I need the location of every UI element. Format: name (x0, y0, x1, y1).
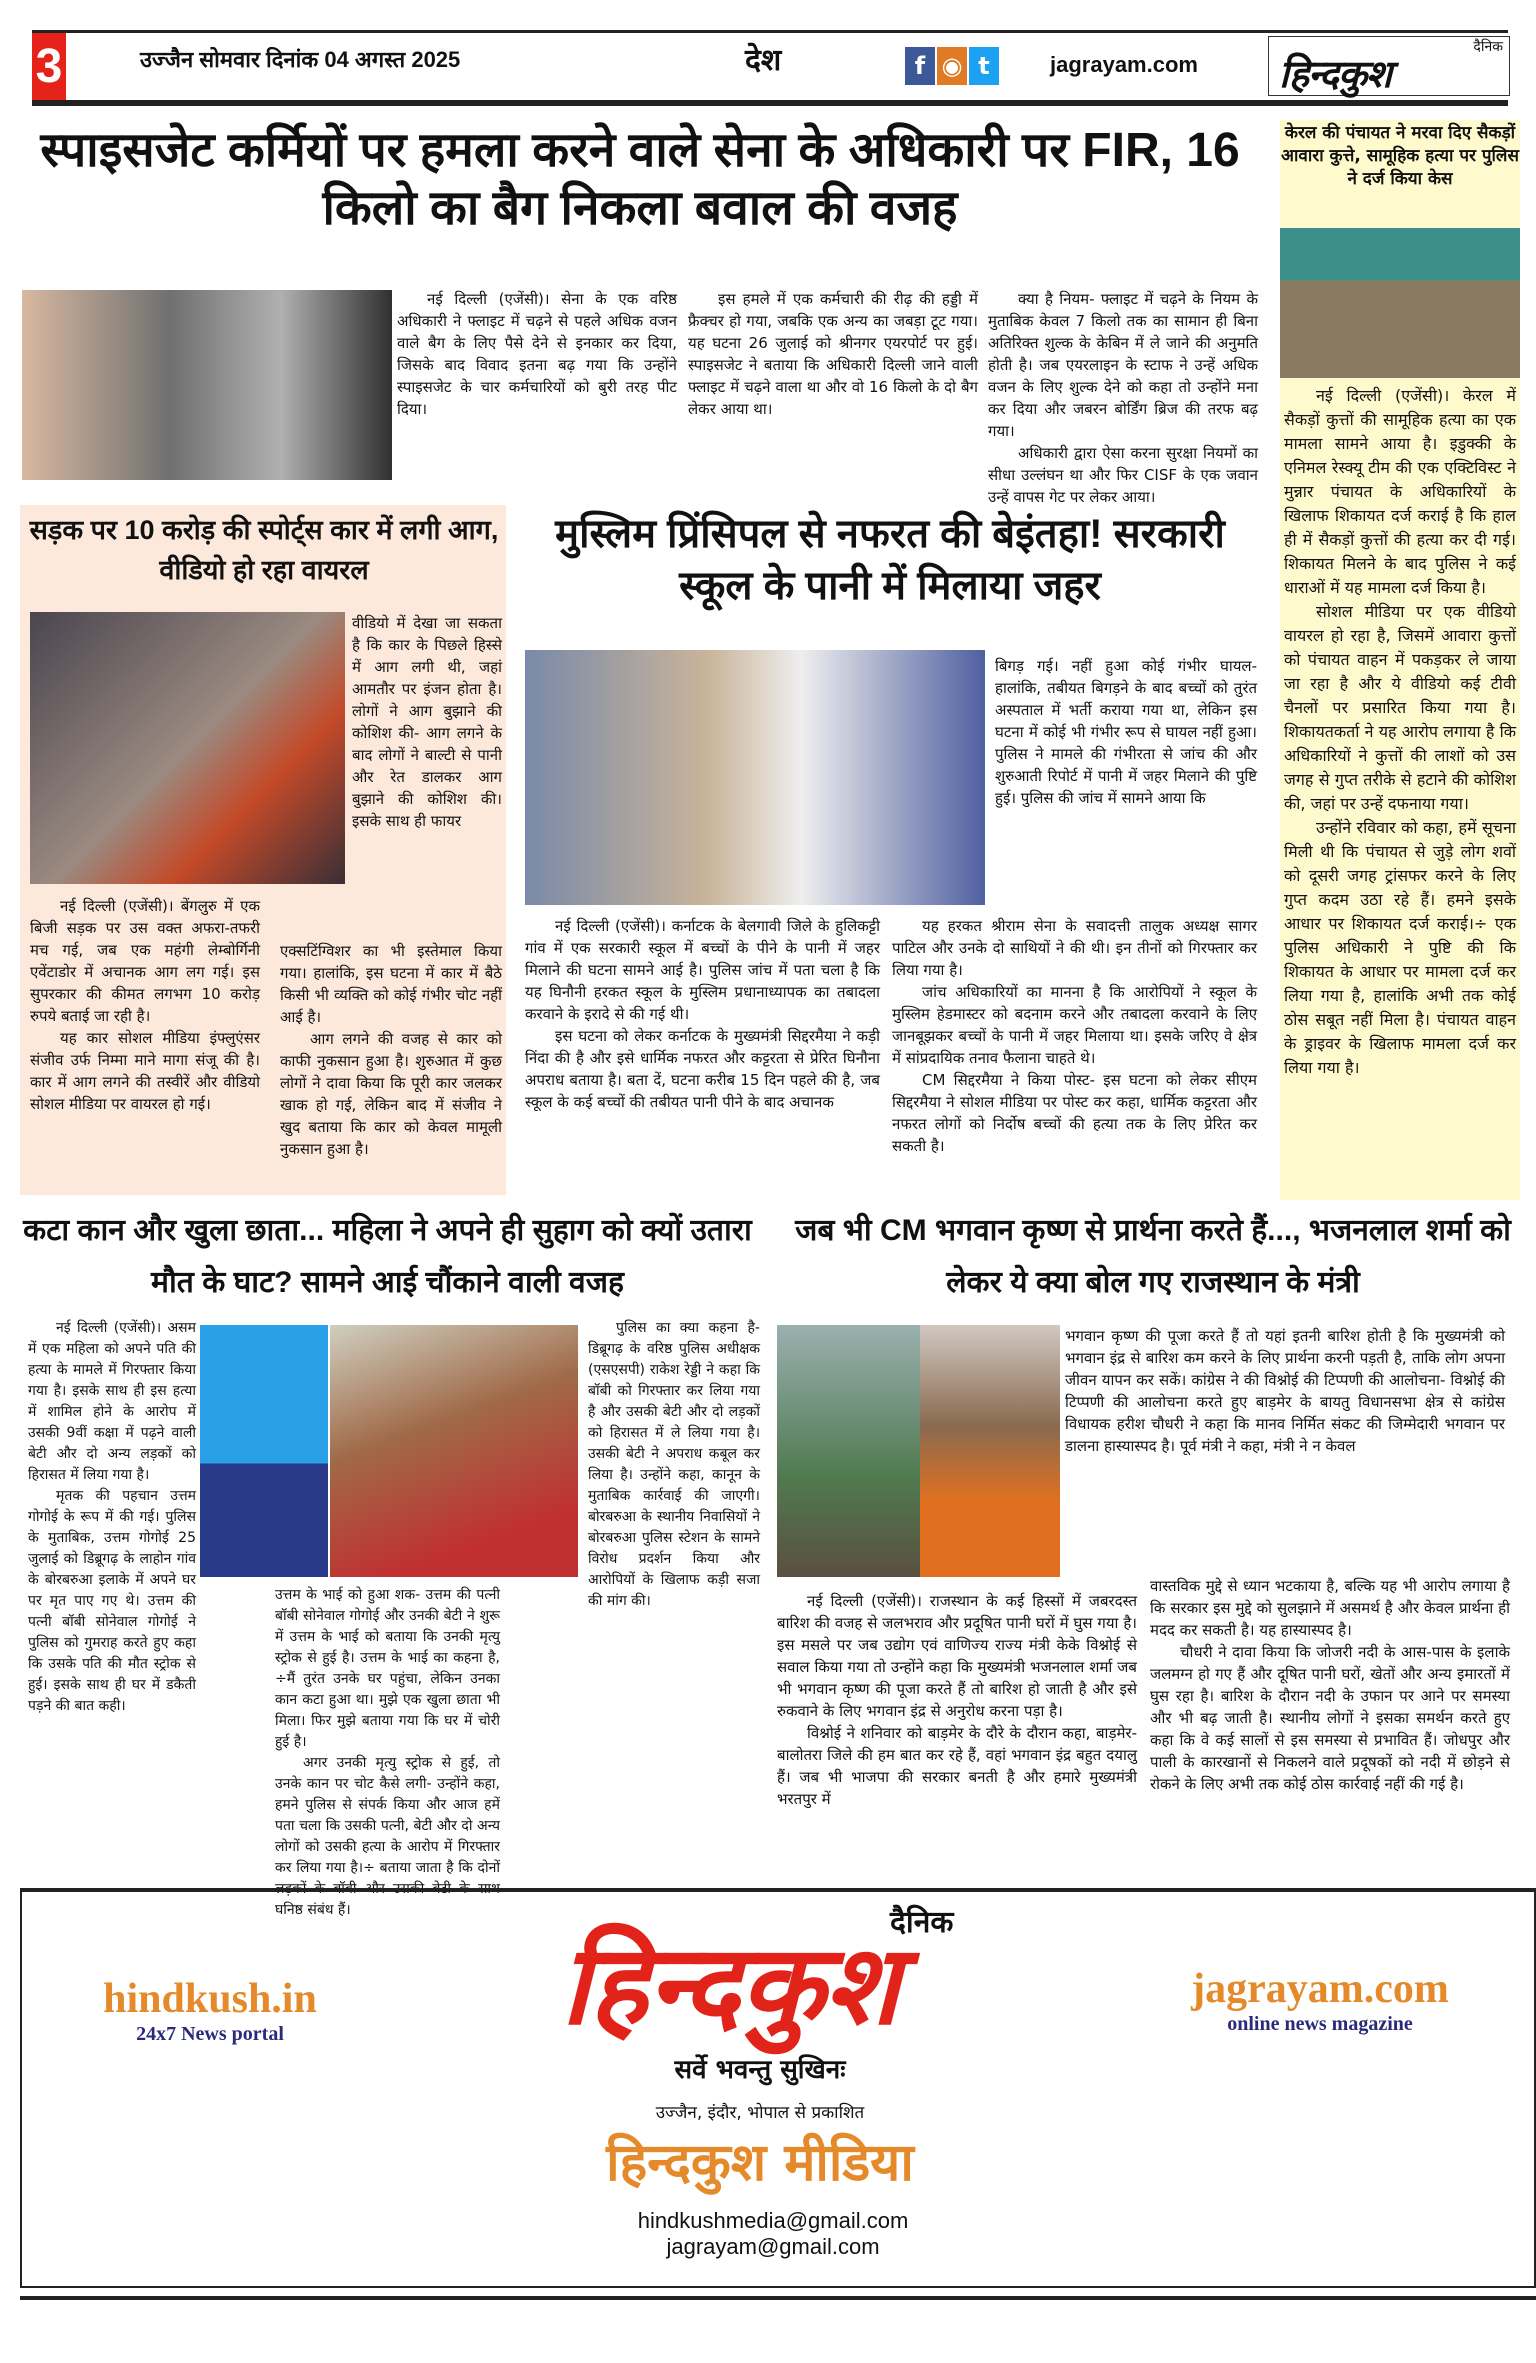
spicejet-headline: स्पाइसजेट कर्मियों पर हमला करने वाले सेना के अधिकारी पर FIR, 16 किलो का बैग निकला बवाल की वजह (40, 124, 1240, 235)
ad-media-name: हिन्दकुश मीडिया (606, 2133, 914, 2193)
spicejet-col-2 (688, 288, 978, 420)
paragraph: नई दिल्ली (एजेंसी)। कर्नाटक के बेलगावी जिले के हुलिकट्टी गांव में एक सरकारी स्कूल में बच्चों के पीने के पानी में जहर मिलाने की घटना सामने आई है। पुलिस जांच में पता चला है कि यह घिनौनी हरकत स्कूल के मुस्लिम प्रधानाध्यापक का तबादला करवाने के इरादे से की गई थी। (525, 917, 880, 1023)
minister-photo (920, 1325, 1060, 1577)
paragraph: चौधरी ने दावा किया कि जोजरी नदी के आस-पास के इलाके जलमग्न हो गए हैं और दूषित पानी घरों, खेतों और अन्य इमारतों में घुस रहा है। बारिश के दौरान नदी के उफान पर आने पर समस्या और भी बढ़ जाती है। स्थानीय लोगों ने इसका समर्थन करते हुए कहा कि वे कई सालों से इस समस्या से प्रभावित हैं। जोधपुर और पाली के कारखानों से निकलने वाले प्रदूषकों को नदी में छोड़ने से रोकने के लिए अभी तक कोई ठोस कार्रवाई नहीं की गई है। (1150, 1643, 1510, 1793)
logo-name: हिन्दकुश (1279, 52, 1391, 96)
kerala-dogs-photo (1280, 228, 1520, 378)
bottom-rule (20, 2296, 1536, 2300)
spicejet-photo (22, 290, 392, 480)
car-col-1 (30, 895, 260, 1115)
jagrayam-site-link[interactable]: jagrayam.com (1191, 1966, 1449, 2012)
paragraph: आग लगने की वजह से कार को काफी नुकसान हुआ है। शुरुआत में कुछ लोगों ने दावा किया कि पूरी कार जलकर खाक हो गई, लेकिन बाद में संजीव ने खुद बताया कि कार को केवल मामूली नुकसान हुआ है। (280, 1030, 502, 1158)
hindkush-tagline: 24x7 News portal (136, 2023, 284, 2045)
jagrayam-tagline: online news magazine (1227, 2013, 1413, 2035)
burning-car-photo (30, 612, 345, 884)
spicejet-col-1 (397, 288, 677, 420)
ad-motto: सर्वे भवन्तु सुखिनः (674, 2055, 846, 2085)
ad-published-from: उज्जैन, इंदौर, भोपाल से प्रकाशित (655, 2103, 865, 2123)
paragraph: इस घटना को लेकर कर्नाटक के मुख्यमंत्री सिद्दरमैया ने कड़ी निंदा की है और इसे धार्मिक नफरत और कट्टरता से प्रेरित घिनौना अपराध बताया है। बता दें, घटना करीब 15 दिन पहले की है, जब स्कूल के कई बच्चों की तबीयत पानी पीने के बाद अचानक (525, 1027, 880, 1111)
rss-icon[interactable]: ◉ (937, 47, 967, 85)
paragraph: नई दिल्ली (एजेंसी)। बेंगलुरु में एक बिजी सड़क पर उस वक्त अफरा-तफरी मच गई, जब एक महंगी लेम्बोर्गिनी एवेंटाडोर में अचानक आग लग गई। इस सुपरकार की कीमत लगभग 10 करोड़ रुपये बताई जा रही है। (30, 897, 260, 1025)
rajasthan-col-2 (1150, 1575, 1510, 1795)
paragraph: उत्तम के भाई को हुआ शक- उत्तम की पत्नी बॉबी सोनेवाल गोगोई और उनकी बेटी ने शुरू में उत्तम के भाई को बताया कि उनकी मृत्यु स्ट्रोक से हुई है। उत्तम के भाई का कहना है, ÷मैं तुरंत उनके घर पहुंचा, लेकिन उनका कान कटा हुआ था। मुझे एक खुला छाता भी मिला। फिर मुझे बताया गया कि घर में चोरी हुई है। (275, 1587, 500, 1750)
paragraph: विश्नोई ने शनिवार को बाड़मेर के दौरे के दौरान कहा, बाड़मेर-बालोतरा जिले की हम बात कर रहे हैं, वहां भगवान इंद्र बहुत दयालु हैं। जब भी भाजपा की सरकार बनती है और हमारे मुख्यमंत्री भरतपुर में (777, 1724, 1137, 1808)
paragraph: नई दिल्ली (एजेंसी)। केरल में सैकड़ों कुत्तों की सामूहिक हत्या का एक मामला सामने आया है। इडुक्की के एनिमल रेस्क्यू टीम की एक एक्टिविस्ट ने मुन्नार पंचायत के अधिकारियों के खिलाफ शिकायत दर्ज कराई है कि हाल ही में सैकड़ों कुत्तों की हत्या कर दी गई। शिकायत मिलने के बाद पुलिस ने कई धाराओं में यह मामला दर्ज किया है। (1284, 386, 1516, 597)
assam-col-3 (588, 1318, 760, 1612)
paragraph: उन्होंने रविवार को कहा, हमें सूचना मिली थी कि पंचायत से जुड़े लोग शवों को दूसरी जगह ट्रांसफर करने के लिए गुप्त कदम उठा रहे हैं। हमने इसके आधार पर शिकायत दर्ज कराई।÷ एक पुलिस अधिकारी ने पुष्टि की कि शिकायत के आधार पर मामला दर्ज कर लिया गया है, हालांकि अभी तक कोई ठोस सबूत नहीं मिला है। पंचायत वाहन के ड्राइवर के खिलाफ मामला दर्ज कर लिया गया है। (1284, 818, 1516, 1077)
rajasthan-col-1 (777, 1590, 1137, 1810)
dateline: उज्जैन सोमवार दिनांक 04 अगस्त 2025 (140, 47, 461, 72)
paragraph: सोशल मीडिया पर एक वीडियो वायरल हो रहा है, जिसमें आवारा कुत्तों को पंचायत वाहन में पकड़कर ले जाया जा रहा है और ये वीडियो कई टीवी चैनलों पर प्रसारित किया गया है। शिकायतकर्ता ने यह आरोप लगाया है कि अधिकारियों ने कुत्तों की लाशों को उस जगह से गुप्त तरीके से हटाने की कोशिश की, जहां पर उन्हें दफनाया गया। (1284, 602, 1516, 813)
rajasthan-side-text: भगवान कृष्ण की पूजा करते हैं तो यहां इतनी बारिश होती है कि मुख्यमंत्री को भगवान इंद्र से बारिश कम करने के लिए प्रार्थना करनी पड़ती है, ताकि लोग अपना जीवन यापन कर सकें। कांग्रेस ने की विश्नोई की टिप्पणी की आलोचना- विश्नोई की टिप्पणी की आलोचना करते हुए बाड़मेर के बायतु विधानसभा क्षेत्र से कांग्रेस विधायक हरीश चौधरी ने कहा कि मानव निर्मित संकट की जिम्मेदारी भगवान पर डालना हास्यास्पद है। पूर्व मंत्री ने कहा, मंत्री ने न केवल (1065, 1327, 1505, 1455)
ad-emails (300, 2208, 1246, 2260)
newspaper-logo (1268, 36, 1510, 96)
car-col-2 (280, 940, 502, 1160)
assam-headline: कटा कान और खुला छाता... महिला ने अपने ही सुहाग को क्यों उतारा मौत के घाट? सामने आई चौंकाने वाली वजह (23, 1214, 752, 1299)
logo-daily: दैनिक (1473, 39, 1503, 55)
page-number: 3 (32, 33, 66, 100)
bobby-sonowal-photo (330, 1325, 578, 1577)
paragraph: वास्तविक मुद्दे से ध्यान भटकाया है, बल्कि यह भी आरोप लगाया है कि सरकार इस मुद्दे को सुलझाने में असमर्थ है और केवल प्रार्थना ही मदद कर सकती है। यह हास्यास्पद है। (1150, 1577, 1510, 1639)
assam-col-1 (28, 1318, 196, 1717)
hindkush-site-link[interactable]: hindkush.in (103, 1976, 317, 2022)
paragraph: पुलिस का क्या कहना है- डिब्रूगढ़ के वरिष्ठ पुलिस अधीक्षक (एसएसपी) राकेश रेड्डी ने कहा कि बॉबी को गिरफ्तार कर लिया गया है और उसकी बेटी और दो लड़कों को हिरासत में ले लिया गया है। उसकी बेटी ने अपराध कबूल कर लिया है। उन्होंने कहा, कानून के मुताबिक कार्रवाई की जाएगी। बोरबरुआ के स्थानीय निवासियों ने बोरबरुआ पुलिस स्टेशन के सामने विरोध प्रदर्शन किया और आरोपियों के खिलाफ कड़ी सजा की मांग की। (588, 1320, 760, 1609)
email-link[interactable]: hindkushmedia@gmail.com (637, 2208, 909, 2233)
facebook-icon[interactable]: f (905, 47, 935, 85)
section-label: देश (745, 43, 782, 78)
ad-left-block (60, 1975, 360, 2046)
kerala-text (1284, 384, 1516, 1080)
school-col-2 (892, 915, 1257, 1157)
paragraph: नई दिल्ली (एजेंसी)। सेना के एक वरिष्ठ अधिकारी ने फ्लाइट में चढ़ने से पहले अधिक वजन वाले बैग के लिए पैसे देने से इनकार कर दिया, जिसके बाद विवाद इतना बढ़ गया कि उन्होंने स्पाइसजेट के चार कर्मचारियों को बुरी तरह पीट दिया। (397, 290, 677, 418)
rajasthan-headline: जब भी CM भगवान कृष्ण से प्रार्थना करते हैं..., भजनलाल शर्मा को लेकर ये क्या बोल गए राजस्थान के मंत्री (795, 1214, 1511, 1299)
ad-daily-label: दैनिक (890, 1905, 954, 1940)
paragraph: अधिकारी द्वारा ऐसा करना सुरक्षा नियमों का सीधा उल्लंघन था और फिर CISF के एक जवान उन्हें वापस गेट पर लेकर आया। (988, 444, 1258, 506)
website-link[interactable]: jagrayam.com (1050, 52, 1198, 77)
paragraph: क्या है नियम- फ्लाइट में चढ़ने के नियम के मुताबिक केवल 7 किलो तक का सामान ही बिना अतिरिक्त शुल्क के केबिन में ले जाने की अनुमति होती है। जब एयरलाइन के स्टाफ ने उन्हें अधिक वजन के लिए शुल्क देने को कहा तो उन्होंने मना कर दिया और जबरन बोर्डिंग ब्रिज की तरफ बढ़ गया। (988, 290, 1258, 440)
school-col-1 (525, 915, 880, 1113)
paragraph: CM सिद्दरमैया ने किया पोस्ट- इस घटना को लेकर सीएम सिद्दरमैया ने सोशल मीडिया पर पोस्ट कर कहा, धार्मिक कट्टरता और नफरत लोगों को निर्दोष बच्चों की हत्या तक के लिए प्रेरित कर सकती है। (892, 1071, 1257, 1155)
twitter-icon[interactable]: t (969, 47, 999, 85)
ad-right-block (1160, 1965, 1480, 2036)
social-icons (905, 47, 999, 85)
paragraph: नई दिल्ली (एजेंसी)। राजस्थान के कई हिस्सों में जबरदस्त बारिश की वजह से जलभराव और प्रदूषित पानी घरों में घुस गया है। इस मसले पर जब उद्योग एवं वाणिज्य राज्य मंत्री केके विश्नोई से सवाल किया गया तो उन्होंने कहा कि मुख्यमंत्री भजनलाल शर्मा जब भी भगवान कृष्ण की पूजा करते हैं तो बारिश हो जाती है और इसे रुकवाने के लिए भगवान इंद्र से अनुरोध करना पड़ा है। (777, 1592, 1137, 1720)
siddaramaiah-photo (525, 650, 985, 905)
paragraph: यह हरकत श्रीराम सेना के सवादत्ती तालुक अध्यक्ष सागर पाटिल और उनके दो साथियों ने की थी। इन तीनों को गिरफ्तार कर लिया गया है। (892, 917, 1257, 979)
uttam-gogoi-photo (200, 1325, 328, 1577)
spicejet-col-3 (988, 288, 1258, 508)
paragraph: जांच अधिकारियों का मानना है कि आरोपियों ने स्कूल के मुस्लिम हेडमास्टर को बदनाम करने और तबादला करवाने के लिए जानबूझकर बच्चों के पानी में जहर मिलाया था। इसके जरिए वे क्षेत्र में सांप्रदायिक तनाव फैलाना चाहते थे। (892, 983, 1257, 1067)
paragraph: मृतक की पहचान उत्तम गोगोई के रूप में की गई। पुलिस के मुताबिक, उत्तम गोगोई 25 जुलाई को डिब्रूगढ़ के लाहोन गांव के बोरबरुआ इलाके में अपने घर पर मृत पाए गए थे। उत्तम की पत्नी बॉबी सोनेवाल गोगोई ने पुलिस को गुमराह करते हुए कहा कि उसके पति की मौत स्ट्रोक से हुई। इसके साथ ही घर में डकैती पड़ने की बात कही। (28, 1488, 196, 1714)
paragraph: एक्सटिंग्विशर का भी इस्तेमाल किया गया। हालांकि, इस घटना में कार में बैठे किसी भी व्यक्ति को कोई गंभीर चोट नहीं आई है। (280, 942, 502, 1026)
school-headline: मुस्लिम प्रिंसिपल से नफरत की बेइंतहा! सरकारी स्कूल के पानी में मिलाया जहर (555, 512, 1225, 608)
kerala-headline: केरल की पंचायत ने मरवा दिए सैकड़ों आवारा कुत्ते, सामूहिक हत्या पर पुलिस ने दर्ज किया केस (1281, 123, 1519, 189)
paragraph: इस हमले में एक कर्मचारी की रीढ़ की हड्डी में फ्रैक्चर हो गया, जबकि एक अन्य का जबड़ा टूट गया। यह घटना 26 जुलाई को श्रीनगर एयरपोर्ट पर हुई। स्पाइसजेट ने बताया कि अधिकारी दिल्ली जाने वाली फ्लाइट में चढ़ने वाला था और वो 16 किलो के दो बैग लेकर आया था। (688, 290, 978, 418)
ad-logo: हिन्दकुश (560, 1921, 900, 2049)
flood-photo (777, 1325, 920, 1577)
assam-col-2 (275, 1585, 500, 1921)
paragraph: नई दिल्ली (एजेंसी)। असम में एक महिला को अपने पति की हत्या के मामले में गिरफ्तार किया गया है। इसके साथ ही इस हत्या में शामिल होने के आरोप में उसकी 9वीं कक्षा में पढ़ने वाली बेटी और दो अन्य लड़कों को हिरासत में लिया गया है। (28, 1320, 196, 1483)
car-headline: सड़क पर 10 करोड़ की स्पोर्ट्स कार में लगी आग, वीडियो हो रहा वायरल (29, 515, 499, 585)
car-side-text: वीडियो में देखा जा सकता है कि कार के पिछले हिस्से में आग लगी थी, जहां आमतौर पर इंजन होता है। लोगों ने आग बुझाने की कोशिश की- आग लगने के बाद लोगों ने बाल्टी से पानी और रेत डालकर आग बुझाने की कोशिश की। इसके साथ ही फायर (352, 614, 502, 830)
paragraph: अगर उनकी मृत्यु स्ट्रोक से हुई, तो उनके कान पर चोट कैसे लगी- उन्होंने कहा, हमने पुलिस से संपर्क किया और आज हमें पता चला कि उसकी पत्नी, बेटी और दो अन्य लोगों को उसकी हत्या के आरोप में गिरफ्तार कर लिया गया है।÷ बताया जाता है कि दोनों लड़कों के बॉबी और उसकी बेटी के साथ घनिष्ठ संबंध हैं। (275, 1755, 500, 1918)
paragraph: यह कार सोशल मीडिया इंफ्लुएंसर संजीव उर्फ निम्मा माने मागा संजू की है। कार में आग लगने की तस्वीरें और वीडियो सोशल मीडिया पर वायरल हो गई। (30, 1029, 260, 1113)
school-side-text: बिगड़ गई। नहीं हुआ कोई गंभीर घायल- हालांकि, तबीयत बिगड़ने के बाद बच्चों को तुरंत अस्पताल में भर्ती कराया गया था, लेकिन इस घटना में कोई भी गंभीर रूप से घायल नहीं हुआ। पुलिस ने मामले की गंभीरता से जांच की और शुरुआती रिपोर्ट में पानी में जहर मिलाने की पुष्टि हुई। पुलिस की जांच में सामने आया कि (995, 657, 1257, 807)
email-link[interactable]: jagrayam@gmail.com (666, 2234, 880, 2259)
